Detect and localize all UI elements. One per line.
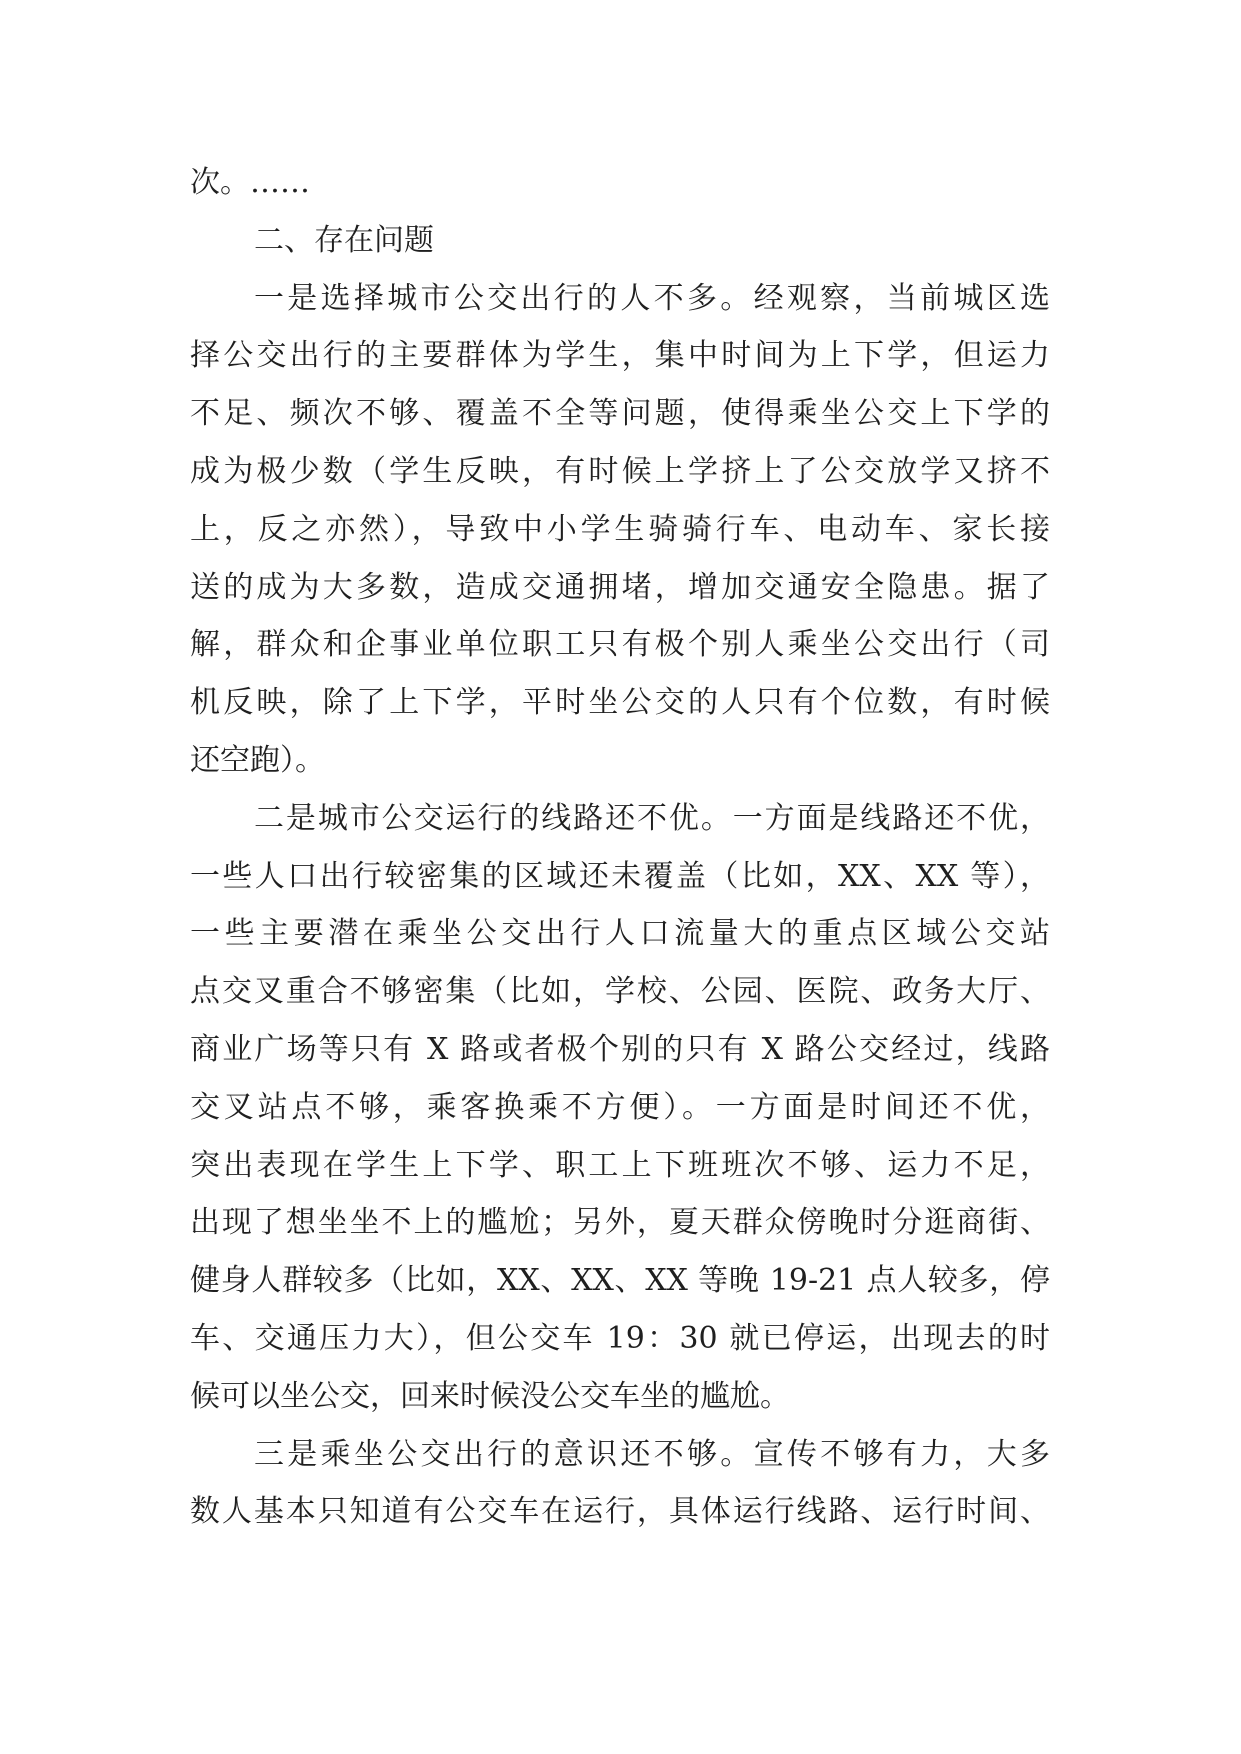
text-line: 三是乘坐公交出行的意识还不够。宣传不够有力，大多 [254,1436,1050,1472]
text-line: 交叉站点不够，乘客换乘不方便）。一方面是时间还不优， [190,1089,1050,1125]
text-line: 一些主要潜在乘坐公交出行人口流量大的重点区域公交站 [190,916,1050,952]
text-line: 数人基本只知道有公交车在运行，具体运行线路、运行时间、 [190,1494,1050,1530]
text-line: 商业广场等只有 X 路或者极个别的只有 X 路公交经过，线路 [190,1031,1050,1067]
text-line: 择公交出行的主要群体为学生，集中时间为上下学，但运力 [190,338,1050,374]
text-line: 出现了想坐坐不上的尴尬；另外，夏天群众傍晚时分逛商街、 [190,1205,1050,1241]
text-line: 次。…… [190,165,310,200]
text-line: 机反映，除了上下学，平时坐公交的人只有个位数，有时候 [190,685,1050,721]
text-line: 点交叉重合不够密集（比如，学校、公园、医院、政务大厅、 [190,974,1050,1010]
text-line: 二是城市公交运行的线路还不优。一方面是线路还不优， [254,800,1050,836]
text-line: 一些人口出行较密集的区域还未覆盖（比如，XX、XX 等）， [190,858,1050,894]
document-body [190,154,1050,1541]
text-line: 一是选择城市公交出行的人不多。经观察，当前城区选 [254,280,1050,316]
text-line: 健身人群较多（比如，XX、XX、XX 等晚 19-21 点人较多，停 [190,1263,1050,1299]
text-line: 车、交通压力大），但公交车 19：30 就已停运，出现去的时 [190,1320,1050,1356]
text-line: 解，群众和企事业单位职工只有极个别人乘坐公交出行（司 [190,627,1050,663]
text-line: 突出表现在学生上下学、职工上下班班次不够、运力不足， [190,1147,1050,1183]
text-line: 送的成为大多数，造成交通拥堵，增加交通安全隐患。据了 [190,569,1050,605]
text-line: 二、存在问题 [254,222,434,258]
text-line: 还空跑）。 [190,742,325,778]
text-line: 不足、频次不够、覆盖不全等问题，使得乘坐公交上下学的 [190,396,1050,432]
text-line: 上，反之亦然），导致中小学生骑骑行车、电动车、家长接 [190,511,1050,547]
text-line: 候可以坐公交，回来时候没公交车坐的尴尬。 [190,1378,790,1414]
text-line: 成为极少数（学生反映，有时候上学挤上了公交放学又挤不 [190,453,1050,489]
